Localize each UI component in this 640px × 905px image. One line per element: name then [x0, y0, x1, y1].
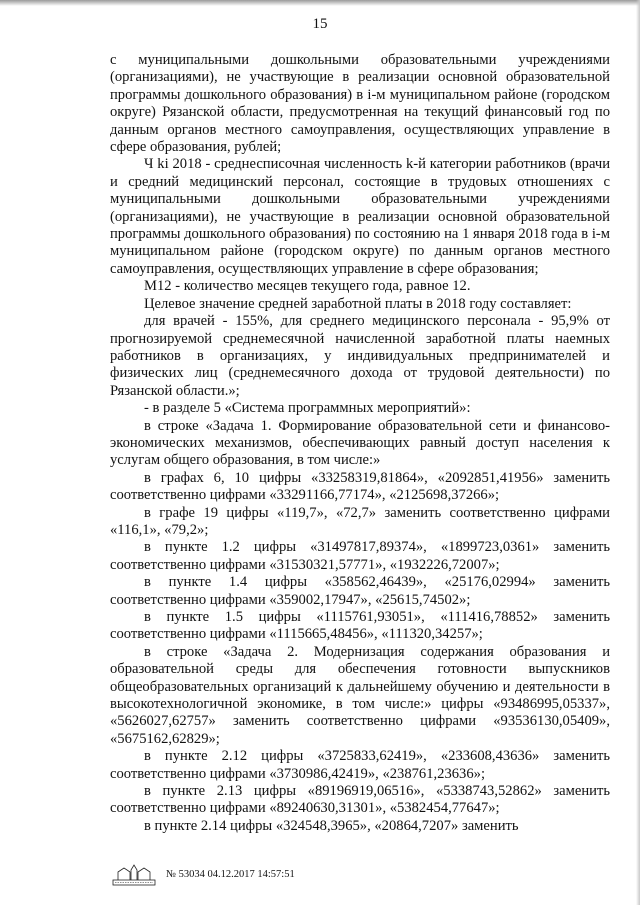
document-registration-stamp: № 53034 04.12.2017 14:57:51: [166, 868, 295, 880]
paragraph: Ч ki 2018 - среднесписочная численность k-й категории работников (врачи и средний медицинский персонал, состоящие в трудовых отношениях с муниципальными дошкольными образовательными учреждениями (организациями), не участвующие в реализации основной образовательной программы дошкольного образования) по состоянию на 1 января 2018 года в i-м муниципальном районе (городском округе) по данным органов местного самоуправления, осуществляющих управление в сфере образования;: [110, 156, 610, 277]
paragraph: в пункте 1.5 цифры «1115761,93051», «111416,78852» заменить соответственно цифрами «1115665,48456», «111320,34257»;: [110, 609, 610, 643]
registry-stamp-icon: [112, 862, 156, 886]
document-body: [110, 52, 610, 835]
paragraph: в пункте 1.2 цифры «31497817,89374», «1899723,0361» заменить соответственно цифрами «31530321,57771», «1932226,72007»;: [110, 539, 610, 573]
document-footer: [112, 862, 295, 886]
paragraph: в графах 6, 10 цифры «33258319,81864», «2092851,41956» заменить соответственно цифрами «33291166,77174», «2125698,37266»;: [110, 469, 610, 504]
paragraph: Целевое значение средней заработной платы в 2018 году составляет:: [144, 295, 572, 312]
paragraph: - в разделе 5 «Система программных мероприятий»:: [144, 400, 471, 417]
paragraph: в пункте 2.12 цифры «3725833,62419», «233608,43636» заменить соответственно цифрами «3730986,42419», «238761,23636»;: [110, 748, 610, 782]
paragraph: для врачей - 155%, для среднего медицинского персонала - 95,9% от прогнозируемой среднемесячной начисленной заработной платы наемных работников в организациях, у индивидуальных предпринимателей и физических лиц (среднемесячного дохода от трудовой деятельности) по Рязанской области.»;: [110, 313, 610, 399]
paragraph: с муниципальными дошкольными образовательными учреждениями (организациями), не участвующие в реализации основной образовательной программы дошкольного образования) в i-м муниципальном районе (городском округе) Рязанской области, предусмотренная на текущий финансовый год по данным органов местного самоуправления, осуществляющих управление в сфере образования, рублей;: [110, 52, 610, 156]
paragraph: в строке «Задача 1. Формирование образовательной сети и финансово-экономических механизмов, обеспечивающих равный доступ населения к услугам общего образования, в том числе:»: [110, 417, 610, 469]
scan-right-edge: [636, 0, 640, 905]
page-number: 15: [312, 16, 328, 32]
scan-top-edge: [0, 0, 640, 6]
paragraph: в строке «Задача 2. Модернизация содержания образования и образовательной среды для обеспечения готовности выпускников общеобразовательных организаций к дальнейшему обучению и деятельности в высокотехнологичной экономике, в том числе:» цифры «93486995,05337», «5626027,62757» заменить соответственно цифрами «93536130,05409», «5675162,62829»;: [110, 643, 610, 747]
paragraph: в пункте 2.14 цифры «324548,3965», «20864,7207» заменить: [144, 817, 519, 834]
paragraph: в графе 19 цифры «119,7», «72,7» заменить соответственно цифрами «116,1», «79,2»;: [110, 504, 610, 538]
paragraph: в пункте 2.13 цифры «89196919,06516», «5338743,52862» заменить соответственно цифрами «89240630,31301», «5382454,77647»;: [110, 783, 610, 817]
paragraph: М12 - количество месяцев текущего года, равное 12.: [144, 278, 471, 295]
paragraph: в пункте 1.4 цифры «358562,46439», «25176,02994» заменить соответственно цифрами «359002,17947», «25615,74502»;: [110, 574, 610, 608]
